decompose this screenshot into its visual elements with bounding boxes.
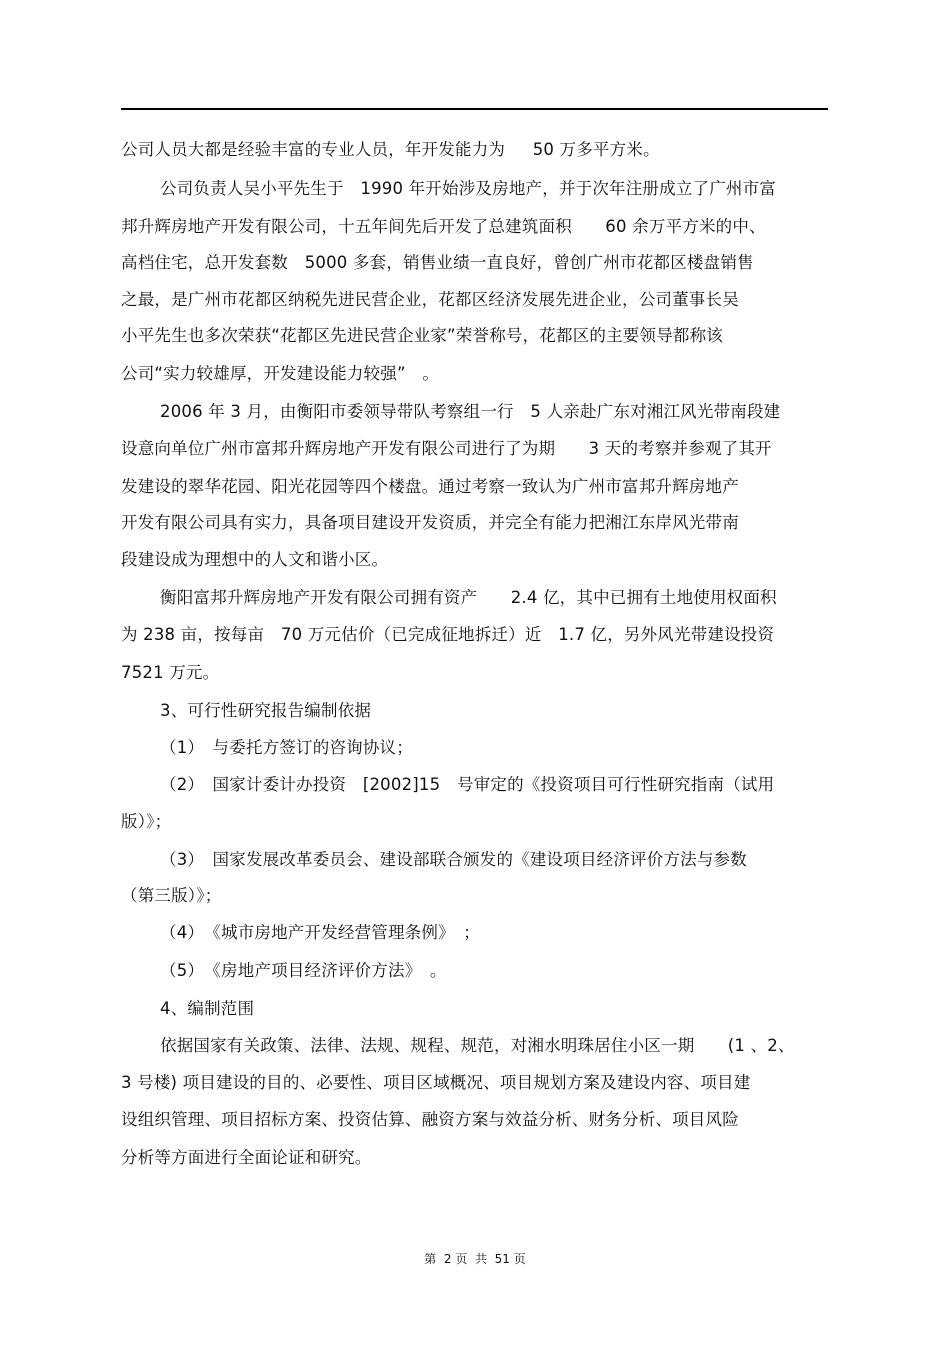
text-line-13: 衡阳富邦升辉房地产开发有限公司拥有资产 2.4 亿，其中已拥有土地使用权面积 xyxy=(160,588,777,607)
list-item-4: （4） 《城市房地产开发经营管理条例》 ； xyxy=(160,923,480,942)
text-line-7: 公司“实力较雄厚，开发建设能力较强” 。 xyxy=(121,364,440,383)
text-line-26: 3 号楼) 项目建设的目的、必要性、项目区域概况、项目规划方案及建设内容、项目建 xyxy=(121,1073,751,1092)
section-heading-3: 3、可行性研究报告编制依据 xyxy=(160,701,372,720)
text-line-27: 设组织管理、项目招标方案、投资估算、融资方案与效益分析、财务分析、项目风险 xyxy=(121,1110,739,1129)
text-line-14: 为 238 亩，按每亩 70 万元估价（已完成征地拆迁）近 1.7 亿，另外风光带建设投资 xyxy=(121,625,775,644)
text-line-10: 发建设的翠华花园、阳光花园等四个楼盘。通过考察一致认为广州市富邦升辉房地产 xyxy=(121,477,739,496)
text-line-9: 设意向单位广州市富邦升辉房地产开发有限公司进行了为期 3 天的考察并参观了其开 xyxy=(121,439,772,458)
header-rule xyxy=(121,108,828,110)
text-line-2: 公司负责人吴小平先生于 1990 年开始涉及房地产，并于次年注册成立了广州市富 xyxy=(160,179,777,198)
text-line-1: 公司人员大都是经验丰富的专业人员，年开发能力为 50 万多平方米。 xyxy=(121,140,660,159)
text-line-15: 7521 万元。 xyxy=(121,663,220,682)
text-line-8: 2006 年 3 月，由衡阳市委领导带队考察组一行 5 人亲赴广东对湘江风光带南段建 xyxy=(160,402,781,421)
list-item-2-cont: 版）》； xyxy=(121,812,172,831)
text-line-12: 段建设成为理想中的人文和谐小区。 xyxy=(121,550,389,569)
text-line-11: 开发有限公司具有实力，具备项目建设开发资质，并完全有能力把湘江东岸风光带南 xyxy=(121,513,739,532)
list-item-3-cont: （第三版）》； xyxy=(121,886,222,905)
text-line-28: 分析等方面进行全面论证和研究。 xyxy=(121,1148,372,1167)
section-heading-4: 4、编制范围 xyxy=(160,999,255,1018)
list-item-3: （3） 国家发展改革委员会、建设部联合颁发的《建设项目经济评价方法与参数 xyxy=(160,850,747,869)
text-line-4: 高档住宅，总开发套数 5000 多套，销售业绩一直良好，曾创广州市花都区楼盘销售 xyxy=(121,253,754,272)
text-line-5: 之最，是广州市花都区纳税先进民营企业，花都区经济发展先进企业，公司董事长吴 xyxy=(121,290,739,309)
text-line-3: 邦升辉房地产开发有限公司，十五年间先后开发了总建筑面积 60 余万平方米的中、 xyxy=(121,217,766,236)
text-line-25: 依据国家有关政策、法律、法规、规程、规范，对湘水明珠居住小区一期 (1 、2、 xyxy=(160,1036,795,1055)
text-line-6: 小平先生也多次荣获“花都区先进民营企业家”荣誉称号，花都区的主要领导都称该 xyxy=(121,326,723,345)
list-item-1: （1） 与委托方签订的咨询协议； xyxy=(160,738,413,757)
list-item-2: （2） 国家计委计办投资 [2002]15 号审定的《投资项目可行性研究指南（试用 xyxy=(160,775,775,794)
list-item-5: （5） 《房地产项目经济评价方法》 。 xyxy=(160,961,447,980)
page-number: 第 2 页 共 51 页 xyxy=(424,1252,526,1266)
